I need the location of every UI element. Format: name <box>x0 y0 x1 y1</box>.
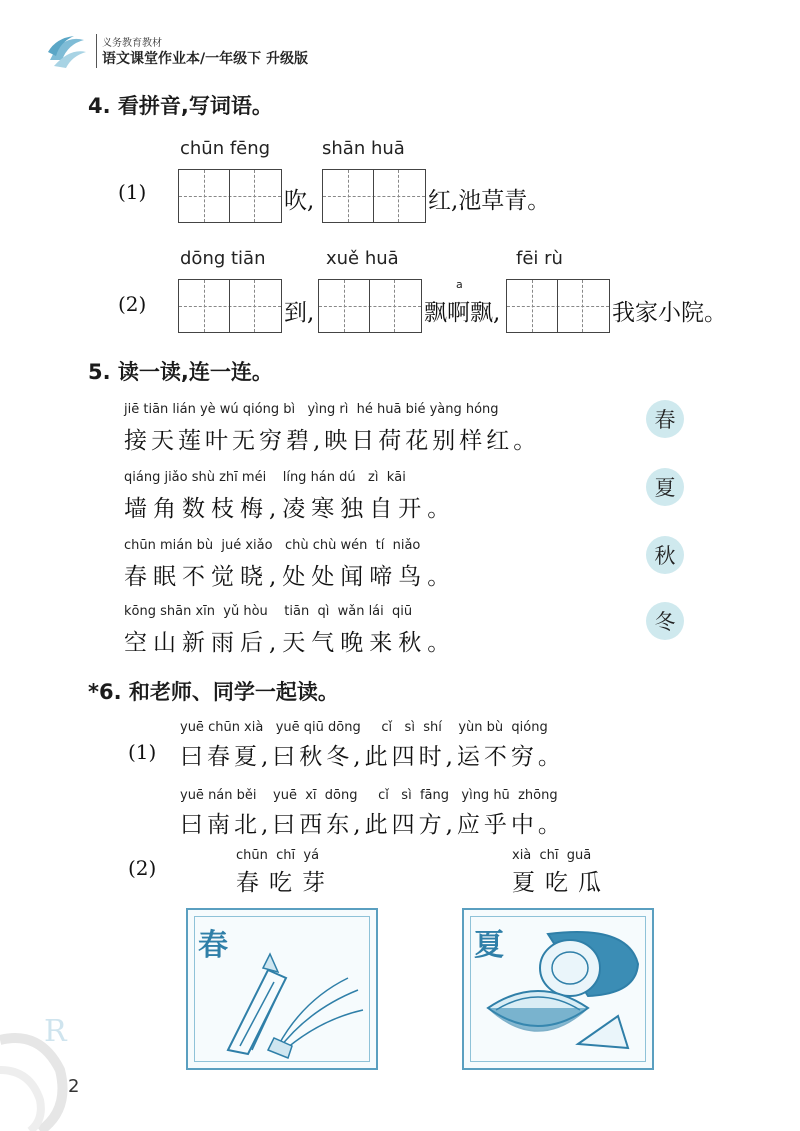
q4-1-answer-box-1[interactable] <box>178 169 282 223</box>
q6-heading: *6. 和老师、同学一起读。 <box>88 680 339 704</box>
q4-2-pinyin-3: fēi rù <box>516 248 563 269</box>
q6-2-right-text: 夏吃瓜 <box>512 870 611 896</box>
q4-1-number: (1) <box>118 180 147 204</box>
q6-1-line-2-pinyin: yuē nán běi yuē xī dōng cǐ sì fāng yìng hū zhōng <box>180 788 558 803</box>
poem-4-pinyin: kōng shān xīn yǔ hòu tiān qì wǎn lái qiū <box>124 604 413 619</box>
summer-illustration <box>462 908 654 1070</box>
q4-2-pinyin-small: a <box>456 278 463 291</box>
q4-1-end-text: 红,池草青。 <box>428 188 551 214</box>
q4-1-answer-box-2[interactable] <box>322 169 426 223</box>
season-winter[interactable]: 冬 <box>646 602 684 640</box>
q4-2-answer-box-2[interactable] <box>318 279 422 333</box>
q4-2-mid-text-2: 飘啊飘, <box>424 300 501 326</box>
q4-2-pinyin-2: xuě huā <box>326 248 399 269</box>
q6-2-left-pinyin: chūn chī yá <box>236 848 320 863</box>
page-number: 2 <box>68 1076 80 1097</box>
q4-2-mid-text: 到, <box>284 300 315 326</box>
q4-1-mid-text: 吹, <box>284 188 315 214</box>
q4-heading: 4. 看拼音,写词语。 <box>88 94 273 118</box>
q4-2-end-text: 我家小院。 <box>612 300 727 326</box>
header-series: 义务教育教材 <box>102 38 162 49</box>
logo-icon <box>44 30 90 76</box>
season-summer[interactable]: 夏 <box>646 468 684 506</box>
q5-heading: 5. 读一读,连一连。 <box>88 360 273 384</box>
decorative-swoosh <box>0 1010 160 1131</box>
q6-2-number: (2) <box>128 856 157 880</box>
melon-icon <box>478 924 643 1059</box>
q6-1-line-2-text: 曰南北,曰西东,此四方,应乎中。 <box>180 812 565 838</box>
poem-2-pinyin: qiáng jiǎo shù zhī méi líng hán dú zì kāi <box>124 470 406 485</box>
header-divider <box>96 34 97 68</box>
poem-1-text: 接天莲叶无穷碧,映日荷花别样红。 <box>124 428 541 454</box>
q4-2-pinyin-1: dōng tiān <box>180 248 266 269</box>
season-autumn[interactable]: 秋 <box>646 536 684 574</box>
q6-2-right-pinyin: xià chī guā <box>512 848 592 863</box>
poem-3-text: 春眠不觉晓,处处闻啼鸟。 <box>124 564 457 590</box>
poem-2-text: 墙角数枝梅,凌寒独自开。 <box>124 496 457 522</box>
q4-1-pinyin-1: chūn fēng <box>180 138 271 159</box>
q4-2-answer-box-1[interactable] <box>178 279 282 333</box>
season-spring[interactable]: 春 <box>646 400 684 438</box>
q6-2-left-text: 春吃芽 <box>236 870 335 896</box>
q4-1-pinyin-2: shān huā <box>322 138 405 159</box>
poem-4-text: 空山新雨后,天气晚来秋。 <box>124 630 457 656</box>
q6-1-line-1-pinyin: yuē chūn xià yuē qiū dōng cǐ sì shí yùn bù qióng <box>180 720 548 735</box>
q6-1-line-1-text: 曰春夏,曰秋冬,此四时,运不穷。 <box>180 744 565 770</box>
poem-3-pinyin: chūn mián bù jué xiǎo chù chù wén tí niǎo <box>124 538 421 553</box>
spring-illustration-label: 春 <box>198 928 228 963</box>
bamboo-shoot-icon <box>208 950 368 1060</box>
footer-mark: R <box>44 1014 67 1049</box>
q4-2-answer-box-3[interactable] <box>506 279 610 333</box>
q6-1-number: (1) <box>128 740 157 764</box>
poem-1-pinyin: jiē tiān lián yè wú qióng bì yìng rì hé huā bié yàng hóng <box>124 402 499 417</box>
header-title: 语文课堂作业本/一年级下 升级版 <box>102 51 308 67</box>
spring-illustration <box>186 908 378 1070</box>
q4-2-number: (2) <box>118 292 147 316</box>
summer-illustration-label: 夏 <box>474 928 504 963</box>
